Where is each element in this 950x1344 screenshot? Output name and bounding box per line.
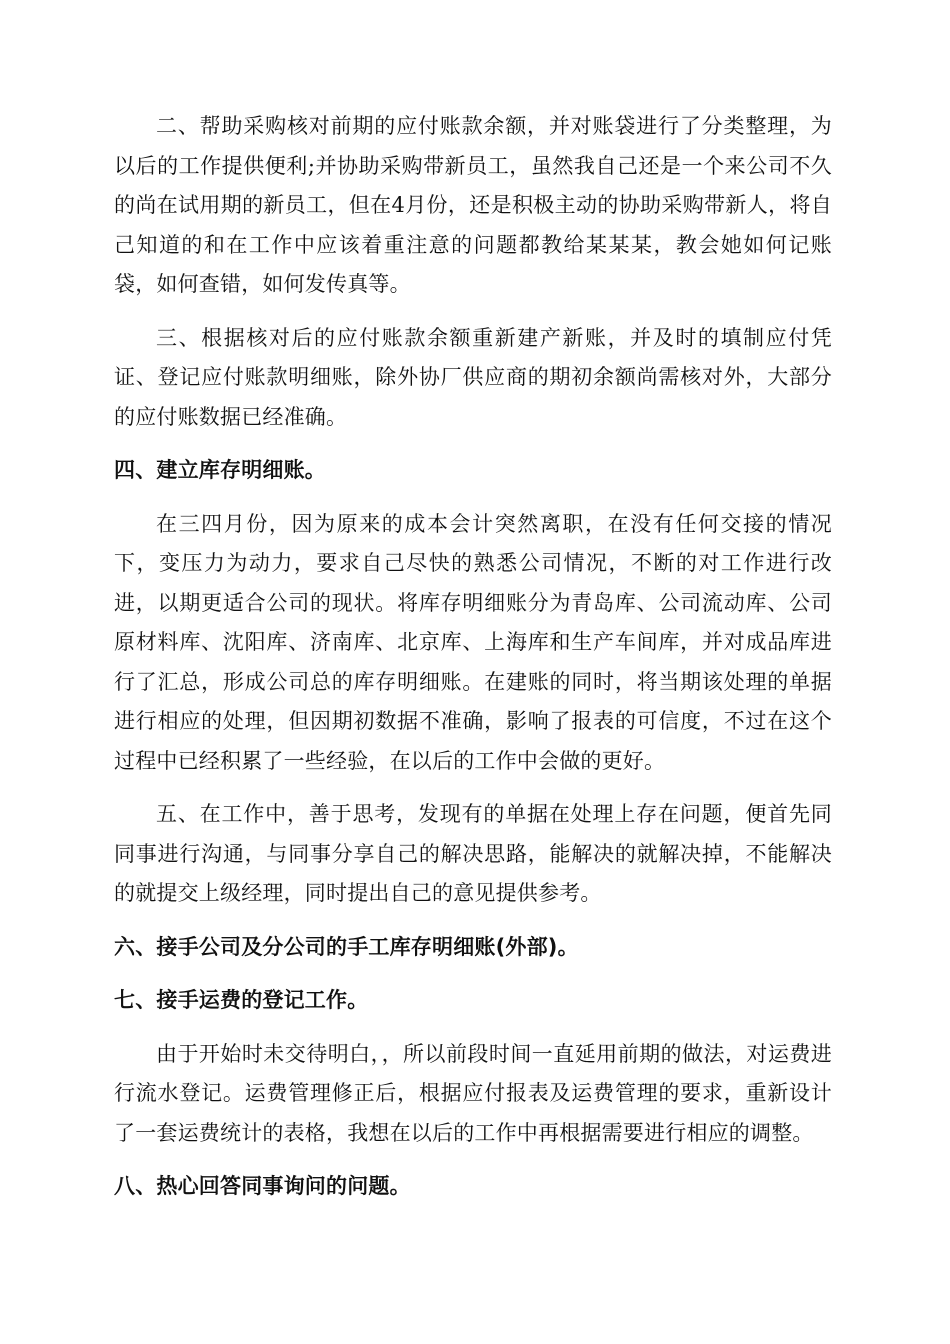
paragraph-two: 二、帮助采购核对前期的应付账款余额，并对账袋进行了分类整理，为以后的工作提供便利;并协助采购带新员工，虽然我自己还是一个来公司不久的尚在试用期的新员工，但在4月份，还是积极主动的协助采购带新人，将自己知道的和在工作中应该着重注意的问题都教给某某某，教会她如何记账袋，如何查错，如何发传真等。 (114, 114, 832, 296)
paragraph-spacer (114, 437, 832, 451)
paragraph-spacer (114, 1153, 832, 1167)
paragraph-spacer (114, 1021, 832, 1035)
paragraph-three: 三、根据核对后的应付账款余额重新建产新账，并及时的填制应付凭证、登记应付账款明细账，除外协厂供应商的期初余额尚需核对外，大部分的应付账数据已经准确。 (114, 325, 832, 429)
paragraph-spacer (114, 781, 832, 795)
paragraph-spacer (114, 305, 832, 319)
paragraph-spacer (114, 914, 832, 928)
heading-seven: 七、接手运费的登记工作。 (114, 988, 369, 1012)
paragraph-freight: 由于开始时未交待明白，，所以前段时间一直延用前期的做法，对运费进行流水登记。运费管理修正后，根据应付报表及运费管理的要求，重新设计了一套运费统计的表格，我想在以后的工作中再根据需要进行相应的调整。 (114, 1041, 832, 1145)
paragraph-spacer (114, 967, 832, 981)
document-body (114, 107, 832, 1207)
paragraph-five: 五、在工作中，善于思考，发现有的单据在处理上存在问题，便首先同同事进行沟通，与同事分享自己的解决思路，能解决的就解决掉，不能解决的就提交上级经理，同时提出自己的意见提供参考。 (114, 802, 832, 905)
heading-four: 四、建立库存明细账。 (114, 458, 326, 482)
paragraph-inventory: 在三四月份，因为原来的成本会计突然离职，在没有任何交接的情况下，变压力为动力，要求自己尽快的熟悉公司情况，不断的对工作进行改进，以期更适合公司的现状。将库存明细账分为青岛库、公司流动库、公司原材料库、沈阳库、济南库、北京库、上海库和生产车间库，并对成品库进行了汇总，形成公司总的库存明细账。在建账的同时，将当期该处理的单据进行相应的处理，但因期初数据不准确，影响了报表的可信度，不过在这个过程中已经积累了一些经验，在以后的工作中会做的更好。 (114, 511, 832, 773)
heading-eight: 八、热心回答同事询问的问题。 (114, 1174, 411, 1198)
paragraph-spacer (114, 491, 832, 505)
heading-six: 六、接手公司及分公司的手工库存明细账(外部)。 (114, 934, 579, 959)
